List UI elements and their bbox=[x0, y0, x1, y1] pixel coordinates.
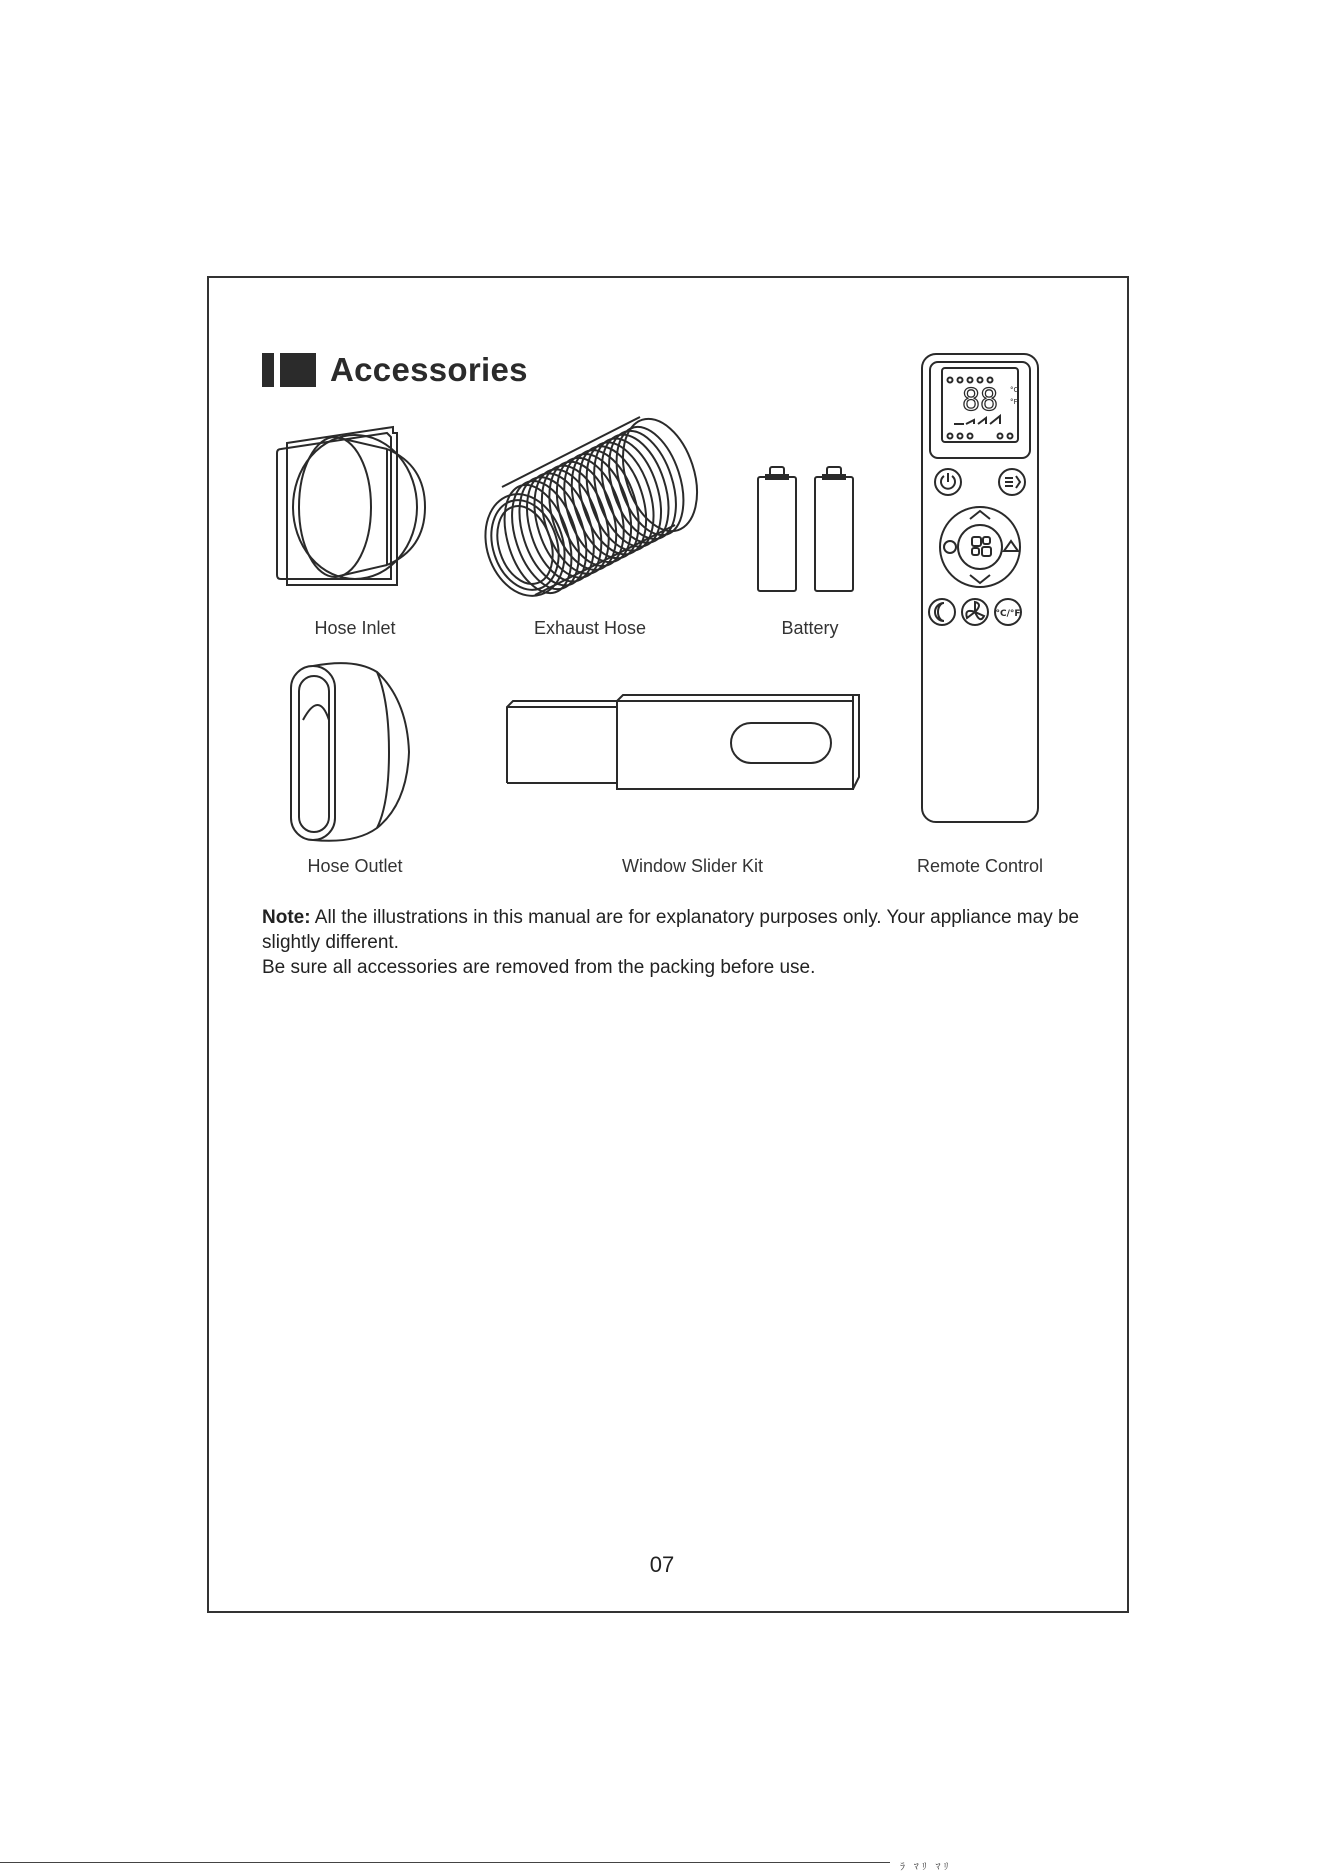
center-button[interactable] bbox=[958, 525, 1002, 569]
remote-control-illustration bbox=[920, 352, 1040, 827]
note-paragraph-2: Be sure all accessories are removed from the packing before use. bbox=[262, 957, 816, 978]
hose-outlet-label: Hose Outlet bbox=[307, 856, 403, 876]
down-arrow-icon[interactable] bbox=[970, 575, 990, 583]
remote-control-label: Remote Control bbox=[916, 856, 1044, 876]
heading-marker-small bbox=[262, 353, 274, 387]
battery-label: Battery bbox=[781, 618, 839, 638]
exhaust-hose-illustration bbox=[480, 415, 700, 605]
temperature-unit-label: °C/°F bbox=[995, 609, 1021, 619]
battery-illustration bbox=[755, 465, 865, 595]
heading-marker-large bbox=[280, 353, 316, 387]
hose-inlet-label: Hose Inlet bbox=[314, 618, 396, 638]
timer-icon[interactable] bbox=[944, 541, 956, 553]
remote-display-digits: 88 bbox=[961, 383, 999, 418]
footer-line bbox=[0, 1862, 890, 1863]
up-arrow-icon[interactable] bbox=[970, 511, 990, 519]
note-block bbox=[262, 905, 1092, 980]
swing-icon[interactable] bbox=[1004, 541, 1018, 551]
note-label: Note: bbox=[262, 907, 311, 928]
hose-outlet-illustration bbox=[285, 660, 415, 845]
footer-fragment: ﾗ ﾏﾘ ﾏﾘ bbox=[900, 1862, 952, 1873]
hose-inlet-illustration bbox=[275, 425, 435, 595]
note-paragraph-1 bbox=[262, 905, 1092, 955]
exhaust-hose-label: Exhaust Hose bbox=[533, 618, 647, 638]
window-slider-kit-illustration bbox=[505, 695, 860, 795]
section-title: Accessories bbox=[330, 351, 528, 388]
note-text-1: All the illustrations in this manual are for explanatory purposes only. Your appliance may be slightly different. bbox=[262, 907, 1080, 953]
remote-display-unit-f: °F bbox=[1010, 398, 1018, 406]
page-number: 07 bbox=[649, 1552, 675, 1577]
window-slider-kit-label: Window Slider Kit bbox=[621, 856, 764, 876]
remote-display-unit-c: °C bbox=[1010, 386, 1019, 394]
section-heading bbox=[262, 350, 528, 390]
